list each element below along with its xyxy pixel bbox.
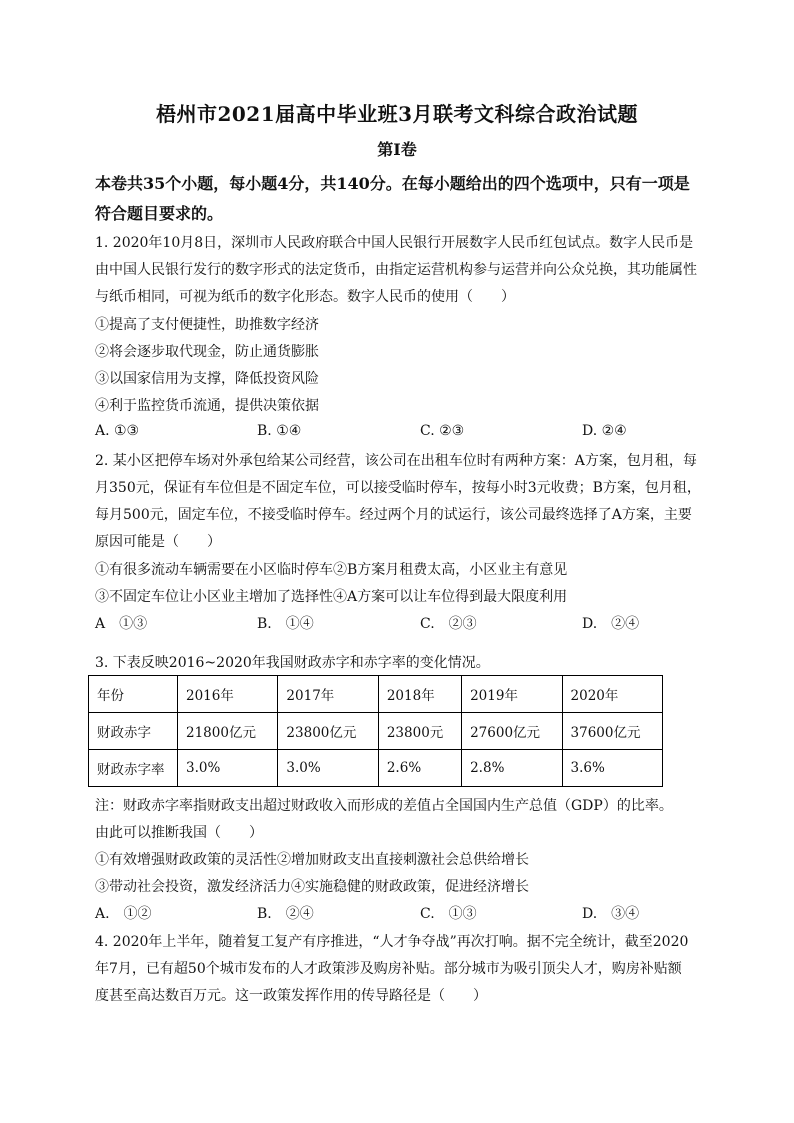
- question-3-statement: ③带动社会投资，激发经济活力④实施稳健的财政政策，促进经济增长: [95, 879, 529, 895]
- question-2-option-c: C. ②③: [420, 616, 477, 632]
- instruction-line: 符合题目要求的。: [95, 204, 224, 223]
- question-1-text: 由中国人民银行发行的数字形式的法定货币，由指定运营机构参与运营并向公众兑换，其功能属性: [95, 262, 697, 278]
- question-2-statement: ①有很多流动车辆需要在小区临时停车②B方案月租费太高，小区业主有意见: [95, 562, 568, 578]
- fiscal-deficit-table: [88, 675, 663, 787]
- question-3-option-d: D. ③④: [582, 906, 640, 922]
- question-3-statement: ①有效增强财政政策的灵活性②增加财政支出直接刺激社会总供给增长: [95, 852, 529, 868]
- question-4-text: 4. 2020年上半年，随着复工复产有序推进，“人才争夺战”再次打响。据不完全统计，截至2020: [95, 934, 689, 950]
- table-cell: 2.8%: [462, 750, 562, 787]
- table-cell: 23800元: [378, 713, 461, 750]
- table-cell: 37600亿元: [562, 713, 662, 750]
- table-cell: 3.0%: [278, 750, 378, 787]
- volume-heading: 第I卷: [377, 140, 417, 159]
- question-1-statement: ④利于监控货币流通，提供决策依据: [95, 398, 319, 414]
- table-header-cell: 2016年: [178, 676, 278, 713]
- table-row: [89, 750, 663, 787]
- instruction-line: 本卷共35个小题，每小题4分，共140分。在每小题给出的四个选项中，只有一项是: [95, 174, 690, 193]
- question-1-option-b: B. ①④: [257, 423, 302, 439]
- table-cell: 3.6%: [562, 750, 662, 787]
- table-row-label: 财政赤字: [89, 713, 178, 750]
- question-3-option-c: C. ①③: [420, 906, 477, 922]
- question-3-text: 由此可以推断我国（ ）: [95, 825, 263, 841]
- table-header-cell: 2019年: [462, 676, 562, 713]
- question-1-text: 1. 2020年10月8日，深圳市人民政府联合中国人民银行开展数字人民币红包试点。数字人民币是: [95, 235, 694, 251]
- question-3-option-b: B. ②④: [257, 906, 314, 922]
- question-4-text: 度甚至高达数百万元。这一政策发挥作用的传导路径是（ ）: [95, 988, 487, 1004]
- question-2-statement: ③不固定车位让小区业主增加了选择性④A方案可以让车位得到最大限度利用: [95, 589, 568, 605]
- question-3-intro: 3. 下表反映2016~2020年我国财政赤字和赤字率的变化情况。: [95, 655, 490, 671]
- question-1-option-a: A. ①③: [95, 423, 140, 439]
- question-3-option-a: A. ①②: [95, 906, 152, 922]
- question-1-option-d: D. ②④: [582, 423, 627, 439]
- question-2-text: 2. 某小区把停车场对外承包给某公司经营，该公司在出租车位时有两种方案：A方案，包月租，每: [95, 453, 697, 469]
- question-1-option-c: C. ②③: [420, 423, 465, 439]
- table-row-label: 财政赤字率: [89, 750, 178, 787]
- question-2-option-d: D. ②④: [582, 616, 640, 632]
- question-1-statement: ①提高了支付便捷性，助推数字经济: [95, 317, 319, 333]
- question-4-text: 年7月，已有超50个城市发布的人才政策涉及购房补贴。部分城市为吸引顶尖人才，购房补贴额: [95, 961, 682, 977]
- question-2-option-b: B. ①④: [257, 616, 314, 632]
- table-header-cell: 2017年: [278, 676, 378, 713]
- question-1-text: 与纸币相同，可视为纸币的数字化形态。数字人民币的使用（ ）: [95, 289, 515, 305]
- table-cell: 27600亿元: [462, 713, 562, 750]
- table-cell: 3.0%: [178, 750, 278, 787]
- table-cell: 23800亿元: [278, 713, 378, 750]
- table-header-cell: 年份: [89, 676, 178, 713]
- table-header-cell: 2018年: [378, 676, 461, 713]
- question-1-statement: ③以国家信用为支撑，降低投资风险: [95, 371, 319, 387]
- table-cell: 2.6%: [378, 750, 461, 787]
- table-row: [89, 713, 663, 750]
- page-title: 梧州市2021届高中毕业班3月联考文科综合政治试题: [155, 102, 639, 126]
- question-3-note: 注：财政赤字率指财政支出超过财政收入而形成的差值占全国国内生产总值（GDP）的比率。: [95, 798, 673, 814]
- table-header-cell: 2020年: [562, 676, 662, 713]
- question-2-option-a: A ①③: [95, 616, 148, 632]
- question-1-statement: ②将会逐步取代现金，防止通货膨胀: [95, 344, 319, 360]
- question-2-text: 原因可能是（ ）: [95, 534, 221, 550]
- question-2-text: 每月500元，固定车位，不接受临时停车。经过两个月的试运行，该公司最终选择了A方案，主要: [95, 507, 692, 523]
- table-cell: 21800亿元: [178, 713, 278, 750]
- question-2-text: 月350元，保证有车位但是不固定车位，可以接受临时停车，按每小时3元收费；B方案，包月租，: [95, 480, 701, 496]
- table-row: [89, 676, 663, 713]
